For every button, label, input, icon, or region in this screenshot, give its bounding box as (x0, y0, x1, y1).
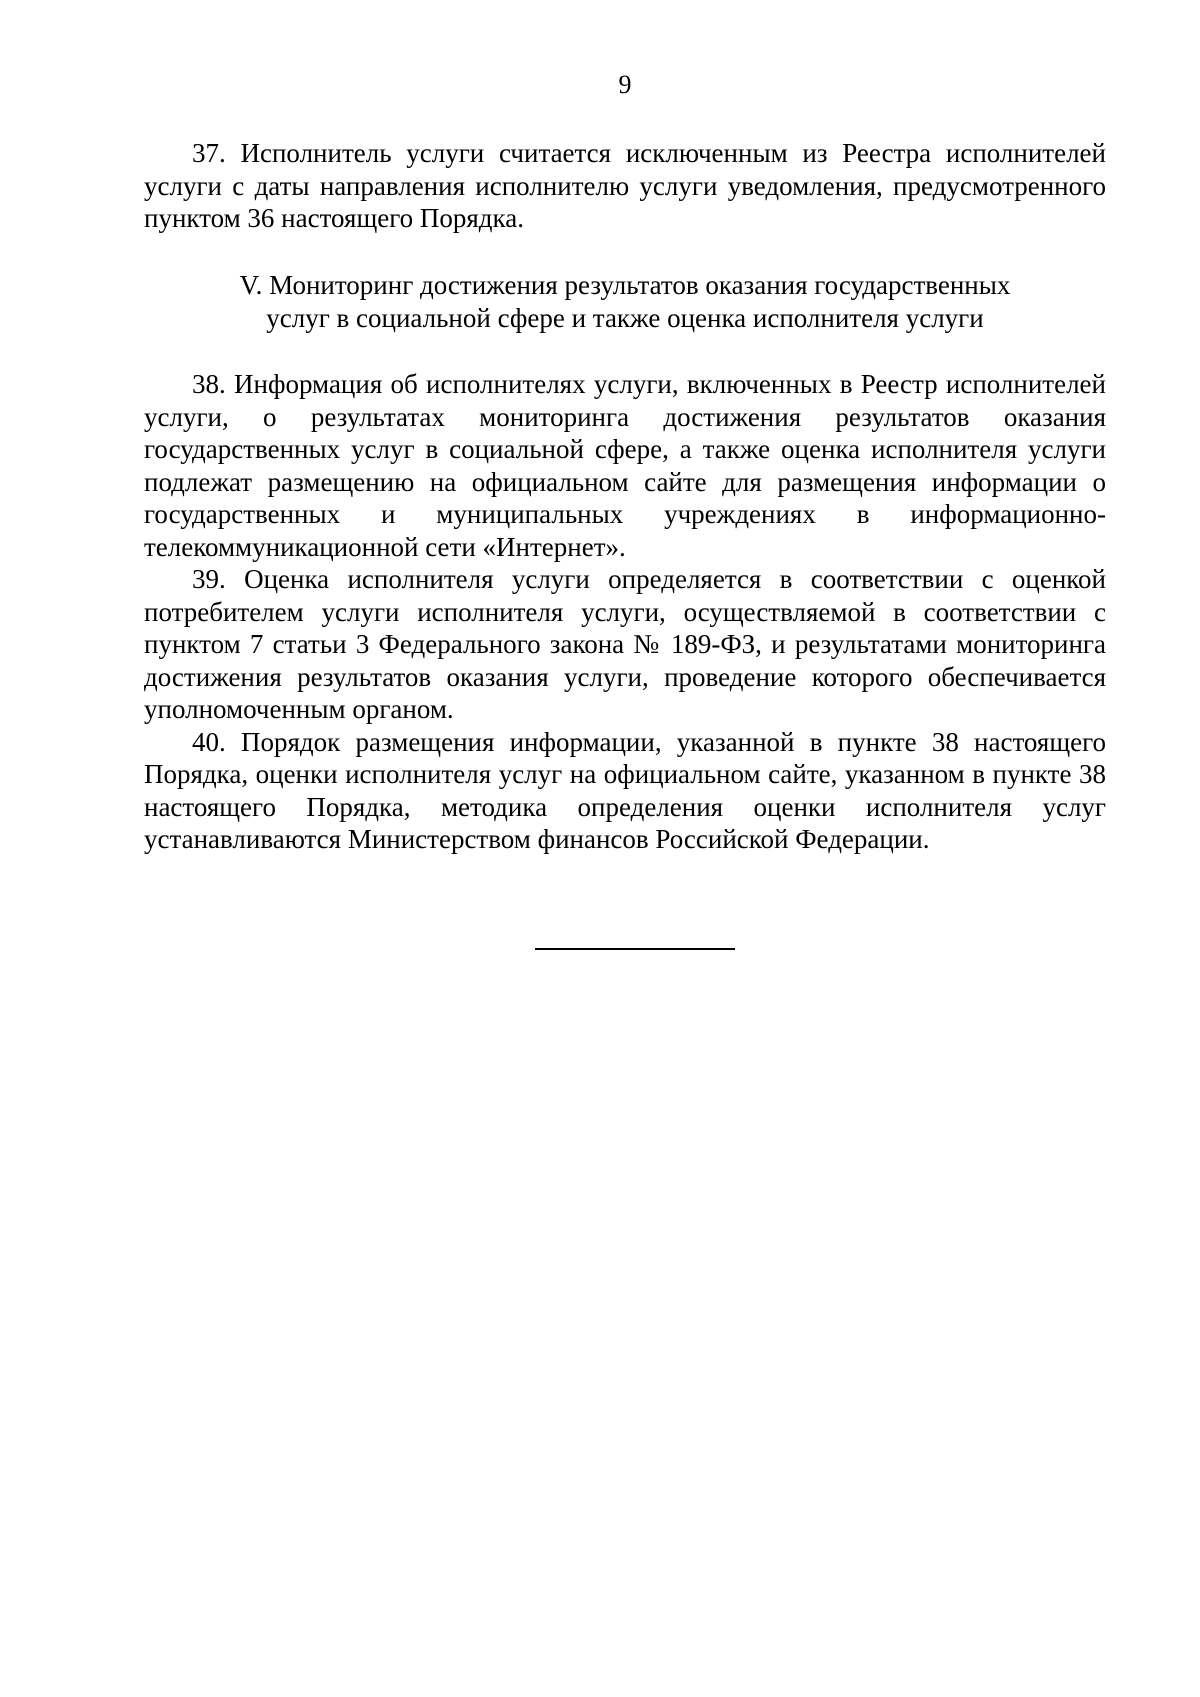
paragraph-39: 39. Оценка исполнителя услуги определяется в соответствии с оценкой потребителем услуги исполнителя услуги, осуществляемой в соответствии с пунктом 7 статьи 3 Федерального закона № 189-ФЗ, и результатами мониторинга достижения результатов оказания услуги, проведение которого обеспечивается уполномоченным органом. (144, 564, 1106, 724)
section-heading-line-2: услуг в социальной сфере и также оценка исполнителя услуги (266, 302, 984, 333)
page-number: 9 (618, 70, 632, 99)
paragraph-40: 40. Порядок размещения информации, указанной в пункте 38 настоящего Порядка, оценки исполнителя услуг на официальном сайте, указанном в пункте 38 настоящего Порядка, методика определения оценки исполнителя услуг устанавливаются Министерством финансов Российской Федерации. (144, 726, 1106, 854)
paragraph-37-block (144, 137, 1106, 235)
paragraphs-38-40-block (144, 368, 1106, 856)
paragraph-38: 38. Информация об исполнителях услуги, включенных в Реестр исполнителей услуги, о результатах мониторинга достижения результатов оказания государственных услуг в социальной сфере, а также оценка исполнителя услуги подлежат размещению на официальном сайте для размещения информации о государственных и муниципальных учреждениях в информационно-телекоммуникационной сети «Интернет». (144, 369, 1106, 562)
end-separator-line (535, 948, 735, 950)
section-heading-line-1: V. Мониторинг достижения результатов оказания государственных (239, 270, 1011, 300)
paragraph-37: 37. Исполнитель услуги считается исключенным из Реестра исполнителей услуги с даты направления исполнителю услуги уведомления, предусмотренного пунктом 36 настоящего Порядка. (144, 138, 1106, 233)
section-heading (200, 269, 1050, 334)
